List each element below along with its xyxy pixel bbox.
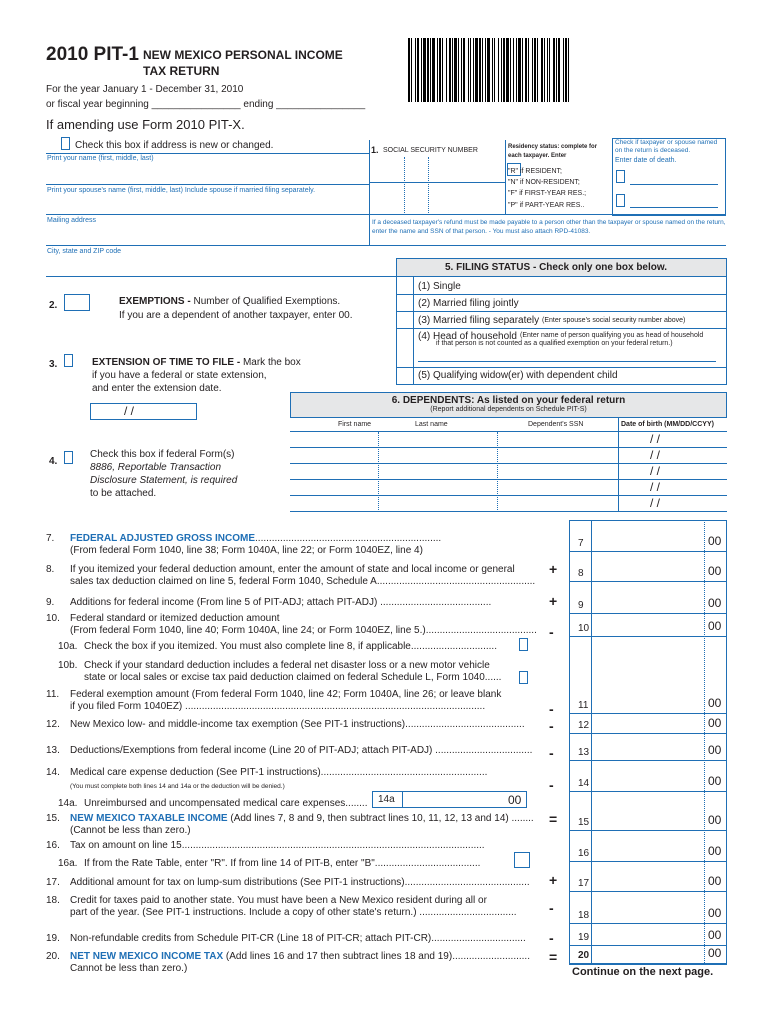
exemptions-number: 2. <box>49 300 58 311</box>
line-number: 13. <box>46 745 60 756</box>
line-number: 7. <box>46 533 55 544</box>
line-12-amount-field[interactable] <box>593 716 703 732</box>
residency-p: "P" if PART-YEAR RES.. <box>508 202 585 209</box>
line-10b-checkbox[interactable] <box>519 671 528 684</box>
form8886-text1: Check this box if federal Form(s) <box>90 449 235 460</box>
dependent-row[interactable] <box>290 448 727 462</box>
filing-status-joint: (2) Married filing jointly <box>418 298 519 309</box>
hoh-qualifying-name-field[interactable] <box>418 350 716 361</box>
line-number: 9. <box>46 597 55 608</box>
cents: 00 <box>708 534 722 548</box>
deceased-date-label: Enter date of death. <box>615 157 677 164</box>
line-number: 15. <box>46 813 60 824</box>
line-16-amount-field[interactable] <box>593 844 703 860</box>
line-7-subtext: (From federal Form 1040, line 38; Form 1040A, line 22; or Form 1040EZ, line 4) <box>70 545 423 556</box>
line-9-text: Additions for federal income (From line 5 of PIT-ADJ; attach PIT-ADJ) ........................................ <box>70 597 492 608</box>
filing-status-separate-note: (Enter spouse's social security number above) <box>542 317 686 324</box>
line-12-text: New Mexico low- and middle-income tax exemption (See PIT-1 instructions)........................................... <box>70 719 525 730</box>
line-16a-checkbox[interactable] <box>514 852 530 868</box>
dependents-col-first: First name <box>338 421 372 428</box>
operator-9: + <box>549 593 558 609</box>
filing-status-header: 5. FILING STATUS - Check only one box below. <box>445 262 668 273</box>
line-number: 14. <box>46 767 60 778</box>
line-8-subtext: sales tax deduction claimed on line 5, federal Form 1040, Schedule A......................................................... <box>70 576 536 587</box>
line-14-amount-field[interactable] <box>593 774 703 790</box>
cents: 00 <box>708 874 722 888</box>
line-8-amount-field[interactable] <box>593 564 703 580</box>
extension-text2: if you have a federal or state extension, <box>92 370 267 381</box>
form-title-line2: TAX RETURN <box>143 64 220 78</box>
line-14a-amount-field[interactable] <box>372 791 527 808</box>
line-20-amount-field[interactable] <box>593 946 703 962</box>
line-10a-checkbox[interactable] <box>519 638 528 651</box>
line-14-text: Medical care expense deduction (See PIT-1 instructions)............................................................ <box>70 767 488 778</box>
filing-status-widow: (5) Qualifying widow(er) with dependent child <box>418 370 618 381</box>
line-19-amount-field[interactable] <box>593 928 703 944</box>
operator-18: - <box>549 900 554 916</box>
filing-status-4-checkbox[interactable] <box>397 329 413 346</box>
barcode <box>408 38 720 102</box>
cents: 00 <box>708 743 722 757</box>
line-number: 18. <box>46 895 60 906</box>
line-8-text: If you itemized your federal deduction amount, enter the amount of state and local income or general <box>70 564 515 575</box>
dependent-row[interactable] <box>290 464 727 478</box>
line-7-amount-field[interactable] <box>593 534 703 550</box>
dependents-col-last: Last name <box>415 421 448 428</box>
mailing-address-label: Mailing address <box>47 217 97 224</box>
filing-status-5-checkbox[interactable] <box>397 368 413 384</box>
line-18-subtext: part of the year. (See PIT-1 instructions. Include a copy of other state's return.) ................................... <box>70 907 517 918</box>
line-number: 16a. <box>58 858 78 869</box>
line-9-amount-field[interactable] <box>593 596 703 612</box>
line-15-text: NEW MEXICO TAXABLE INCOME (Add lines 7, 8 and 9, then subtract lines 10, 11, 12, 13 and 14) ........ <box>70 813 534 824</box>
line-11-subtext: if you filed Form 1040EZ) ............................................................................................................ <box>70 701 486 712</box>
line-15-subtext: (Cannot be less than zero.) <box>70 825 191 836</box>
line-box-number: 20 <box>578 950 590 961</box>
line-20-subtext: Cannot be less than zero.) <box>70 963 188 974</box>
line-box-number: 14 <box>578 778 590 789</box>
line-number: 10a. <box>58 641 78 652</box>
filing-status-single: (1) Single <box>418 281 461 292</box>
spouse-name-field[interactable] <box>46 197 369 213</box>
line-box-number: 15 <box>578 817 590 828</box>
amending-note: If amending use Form 2010 PIT-X. <box>46 117 245 132</box>
line-number: 10b. <box>58 660 78 671</box>
taxpayer-ssn-field[interactable] <box>372 158 502 180</box>
line-20-text: NET NEW MEXICO INCOME TAX (Add lines 16 and 17 then subtract lines 18 and 19)............................ <box>70 951 530 962</box>
line-14-subtext: (You must complete both lines 14 and 14a or the deduction will be denied.) <box>70 783 285 790</box>
fiscal-year-line: or fiscal year beginning ________________ ending ________________ <box>46 99 366 110</box>
form8886-text4: to be attached. <box>90 488 157 499</box>
ssn-number: 1. <box>371 145 379 155</box>
line-11-amount-field[interactable] <box>593 696 703 712</box>
line-box-number: 11 <box>578 700 589 711</box>
line-16-text: Tax on amount on line 15............................................................................................................. <box>70 840 485 851</box>
line-number: 14a. <box>58 798 78 809</box>
taxpayer-deceased-checkbox[interactable] <box>616 170 625 183</box>
line-number: 16. <box>46 840 60 851</box>
operator-13: - <box>549 745 554 761</box>
form8886-checkbox[interactable] <box>64 451 73 464</box>
city-state-zip-field[interactable] <box>46 258 396 274</box>
extension-date-slashes: / / <box>124 404 135 418</box>
dependent-row[interactable] <box>290 480 727 494</box>
operator-19: - <box>549 930 554 946</box>
line-number: 19. <box>46 933 60 944</box>
filing-status-separate: (3) Married filing separately <box>418 315 540 326</box>
line-10a-text: Check the box if you itemized. You must also complete line 8, if applicable............................... <box>84 641 497 652</box>
cents: 00 <box>708 564 722 578</box>
line-box-number: 9 <box>578 600 584 611</box>
line-14a-text: Unreimbursed and uncompensated medical care expenses........ <box>84 798 368 809</box>
line-11-text: Federal exemption amount (From federal Form 1040, line 42; Form 1040A, line 26; or leave blank <box>70 689 502 700</box>
dependents-subheader: (Report additional dependents on Schedule PIT-S) <box>430 406 587 413</box>
line-box-number: 17 <box>578 878 590 889</box>
dependent-dob-field[interactable]: / / <box>650 496 661 510</box>
extension-checkbox[interactable] <box>64 354 73 367</box>
line-17-amount-field[interactable] <box>593 874 703 890</box>
exemptions-title: EXEMPTIONS - Number of Qualified Exemptions. <box>119 296 341 307</box>
cents: 00 <box>708 696 722 710</box>
cents: 00 <box>708 813 722 827</box>
line-box-number: 13 <box>578 747 590 758</box>
city-state-zip-label: City, state and ZIP code <box>47 248 122 255</box>
form8886-text3: Disclosure Statement, is required <box>90 475 238 486</box>
line-box-number: 19 <box>578 932 590 943</box>
operator-14: - <box>549 777 554 793</box>
line-14a-box-label: 14a <box>378 794 395 805</box>
dependents-col-ssn: Dependent's SSN <box>528 421 584 428</box>
operator-10: - <box>549 624 554 640</box>
mailing-address-field[interactable] <box>46 227 369 243</box>
line-box-number: 8 <box>578 568 584 579</box>
cents: 00 <box>708 619 722 633</box>
filing-status-hoh-note-b: if that person is not counted as a qualified exemption on your federal return.) <box>436 340 673 347</box>
taxpayer-name-field[interactable] <box>46 165 369 183</box>
dependent-dob-field[interactable]: / / <box>650 448 661 462</box>
dependent-row[interactable] <box>290 432 727 446</box>
line-number: 12. <box>46 719 60 730</box>
spouse-name-label: Print your spouse's name (first, middle, last) Include spouse if married filing separately. <box>47 187 316 194</box>
extension-date-input[interactable] <box>90 403 197 420</box>
spouse-ssn-field[interactable] <box>372 188 502 210</box>
form8886-text2: 8886, Reportable Transaction <box>90 462 222 473</box>
operator-17: + <box>549 872 558 888</box>
operator-11: - <box>549 701 554 717</box>
residency-instruction: Residency status: complete for each taxpayer. Enter <box>508 144 598 159</box>
taxpayer-name-label: Print your name (first, middle, last) <box>47 155 154 162</box>
operator-8: + <box>549 561 558 577</box>
line-10b-text: Check if your standard deduction includes a federal net disaster loss or a new motor vehicle <box>84 660 490 671</box>
dependent-dob-field[interactable]: / / <box>650 464 661 478</box>
filing-status-3-checkbox[interactable] <box>397 312 413 329</box>
cents: 00 <box>708 844 722 858</box>
line-10-text: Federal standard or itemized deduction amount <box>70 613 280 624</box>
operator-15: = <box>549 811 558 827</box>
cents: 00 <box>708 946 722 960</box>
extension-number: 3. <box>49 359 58 370</box>
spouse-deceased-checkbox[interactable] <box>616 194 625 207</box>
residency-f: "F" if FIRST-YEAR RES.; <box>508 190 587 197</box>
extension-title: EXTENSION OF TIME TO FILE - Mark the box <box>92 357 301 368</box>
cents: 00 <box>708 774 722 788</box>
dependents-col-dob: Date of birth (MM/DD/CCYY) <box>621 421 714 428</box>
residency-r: "R" if RESIDENT; <box>508 168 562 175</box>
line-13-amount-field[interactable] <box>593 743 703 759</box>
filing-status-hoh: (4) Head of household <box>418 331 517 342</box>
extension-text3: and enter the extension date. <box>92 383 222 394</box>
line-17-text: Additional amount for tax on lump-sum distributions (See PIT-1 instructions)............................................. <box>70 877 530 888</box>
filing-status-2-checkbox[interactable] <box>397 295 413 312</box>
address-changed-label: Check this box if address is new or changed. <box>75 140 274 151</box>
line-19-text: Non-refundable credits from Schedule PIT-CR (Line 18 of PIT-CR; attach PIT-CR).................................. <box>70 933 526 944</box>
dependent-row[interactable] <box>290 496 727 510</box>
form-title-line1: NEW MEXICO PERSONAL INCOME <box>143 48 343 62</box>
line-18-text: Credit for taxes paid to another state. You must have been a New Mexico resident during all or <box>70 895 487 906</box>
address-changed-checkbox[interactable] <box>61 137 70 150</box>
filing-status-1-checkbox[interactable] <box>397 277 413 294</box>
cents: 00 <box>708 906 722 920</box>
ssn-label: SOCIAL SECURITY NUMBER <box>383 147 478 154</box>
dependent-dob-field[interactable]: / / <box>650 480 661 494</box>
line-number: 20. <box>46 951 60 962</box>
line-box-number: 7 <box>578 538 584 549</box>
form8886-number: 4. <box>49 456 58 467</box>
line-box-number: 12 <box>578 720 590 731</box>
cents: 00 <box>708 596 722 610</box>
deceased-check-label: Check if taxpayer or spouse named on the return is deceased. <box>615 139 718 154</box>
line-number: 11. <box>46 689 60 700</box>
operator-20: = <box>549 949 558 965</box>
deceased-refund-note: If a deceased taxpayer's refund must be made payable to a person other than the taxpayer or spouse named on the return, enter the name and SSN of that person. - You must also attach RPD-41083. <box>372 219 726 235</box>
line-7-text: FEDERAL ADJUSTED GROSS INCOME................................................................... <box>70 533 442 544</box>
dependents-header: 6. DEPENDENTS: As listed on your federal return <box>391 395 626 406</box>
cents: 00 <box>708 716 722 730</box>
residency-n: "N" if NON-RESIDENT; <box>508 179 580 186</box>
exemptions-dependent-note: If you are a dependent of another taxpayer, enter 00. <box>119 310 353 321</box>
line-box-number: 16 <box>578 848 590 859</box>
line-number: 8. <box>46 564 55 575</box>
line-number: 17. <box>46 877 60 888</box>
line-10-amount-field[interactable] <box>593 619 703 635</box>
line-box-number: 18 <box>578 910 590 921</box>
line-number: 10. <box>46 613 60 624</box>
line-10b-subtext: state or local sales or excise tax paid deduction claimed on federal Schedule L, Form 1040...... <box>84 672 502 683</box>
dependent-dob-field[interactable]: / / <box>650 432 661 446</box>
form-id: 2010 PIT-1 <box>46 44 139 65</box>
cents: 00 <box>508 793 522 807</box>
line-box-number: 10 <box>578 623 590 634</box>
line-10-subtext: (From federal Form 1040, line 40; Form 1040A, line 24; or Form 1040EZ, line 5.)........................................ <box>70 625 537 636</box>
continue-note: Continue on the next page. <box>572 966 714 978</box>
line-15-amount-field[interactable] <box>593 813 703 829</box>
line-13-text: Deductions/Exemptions from federal income (Line 20 of PIT-ADJ; attach PIT-ADJ) ................................... <box>70 745 533 756</box>
filing-status-hoh-note-a: (Enter name of person qualifying you as head of household <box>520 332 704 339</box>
cents: 00 <box>708 928 722 942</box>
operator-12: - <box>549 718 554 734</box>
line-16a-text: If from the Rate Table, enter "R". If from line 14 of PIT-B, enter "B"...................................... <box>84 858 481 869</box>
exemptions-input[interactable] <box>64 294 90 311</box>
tax-year-line: For the year January 1 - December 31, 2010 <box>46 84 244 95</box>
line-18-amount-field[interactable] <box>593 906 703 922</box>
